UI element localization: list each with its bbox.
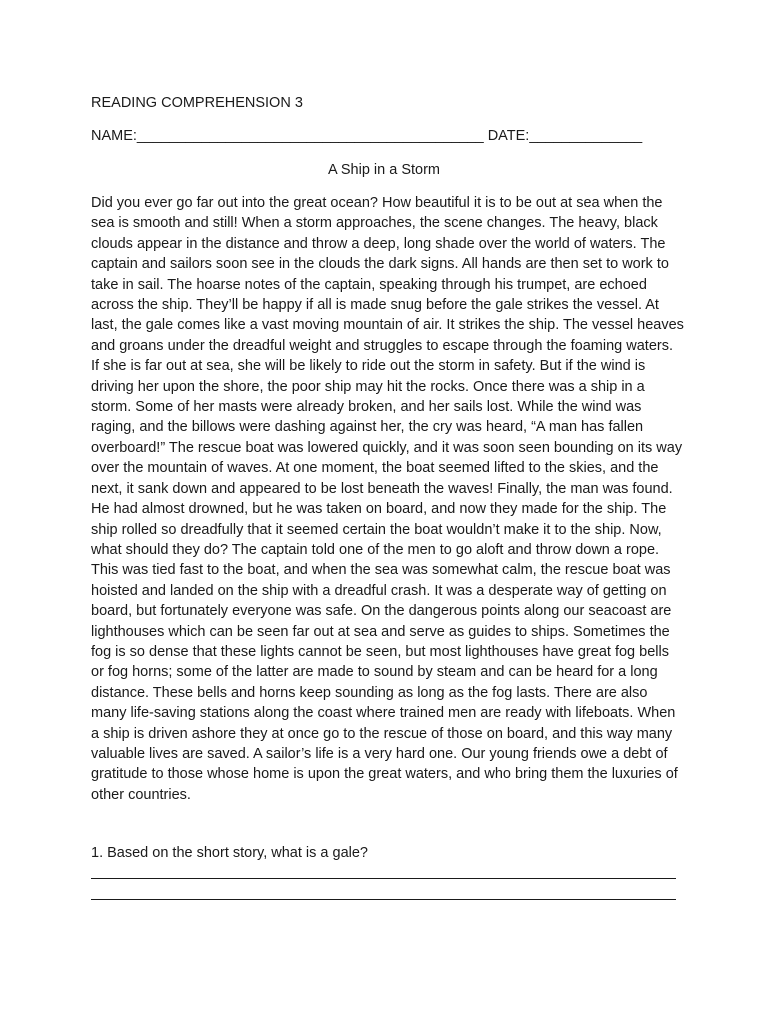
question-1: 1. Based on the short story, what is a gale? — [91, 845, 369, 861]
story-title: A Ship in a Storm — [327, 162, 441, 178]
answer-line — [91, 878, 676, 879]
name-date-line: NAME:___________________________________________ DATE:______________ — [91, 128, 643, 144]
worksheet-heading: READING COMPREHENSION 3 — [91, 95, 303, 111]
story-text: Did you ever go far out into the great ocean? How beautiful it is to be out at sea when the sea is smooth and still! When a storm approaches, the scene changes. The heavy, black clouds appear in the distance and throw a deep, long shade over the world of waters. The captain and sailors soon see in the clouds the dark signs. All hands are then set to work to take in sail. The hoarse notes of the captain, speaking through his trumpet, are echoed across the ship. They’ll be happy if all is made snug before the gale strikes the vessel. At last, the gale comes like a vast moving mountain of air. It strikes the ship. The vessel heaves and groans under the dreadful weight and struggles to escape through the foaming waters. If she is far out at sea, she will be likely to ride out the storm in safety. But if the wind is driving her upon the shore, the poor ship may hit the rocks. Once there was a ship in a storm. Some of her masts were already broken, and her sails lost. While the wind was raging, and the billows were dashing against her, the cry was heard, “A man has fallen overboard!” The rescue boat was lowered quickly, and it was soon seen bounding on its way over the mountain of waves. At one moment, the boat seemed lifted to the skies, and the next, it sank down and appeared to be lost beneath the waves! Finally, the man was found. He had almost drowned, but he was taken on board, and now they made for the ship. The ship rolled so dreadfully that it seemed certain the boat wouldn’t make it to the ship. Now, what should they do? The captain told one of the men to go aloft and throw down a rope. This was tied fast to the boat, and when the sea was somewhat calm, the rescue boat was hoisted and landed on the ship with a dreadful crash. It was a desperate way of getting on board, but fortunately everyone was safe. On the dangerous points along our seacoast are lighthouses which can be seen far out at sea and serve as guides to ships. Sometimes the fog is so dense that these lights cannot be seen, but most lighthouses have great fog bells or fog horns; some of the latter are made to sound by steam and can be heard for a long distance. These bells and horns keep sounding as long as the fog lasts. There are also many life-saving stations along the coast where trained men are ready with lifeboats. When a ship is driven ashore they at once go to the rescue of those on board, and this way many valuable lives are saved. A sailor’s life is a very hard one. Our young friends owe a debt of gratitude to those whose home is upon the great waters, and who bring them the luxuries of other countries. — [91, 195, 684, 803]
answer-line — [91, 899, 676, 900]
